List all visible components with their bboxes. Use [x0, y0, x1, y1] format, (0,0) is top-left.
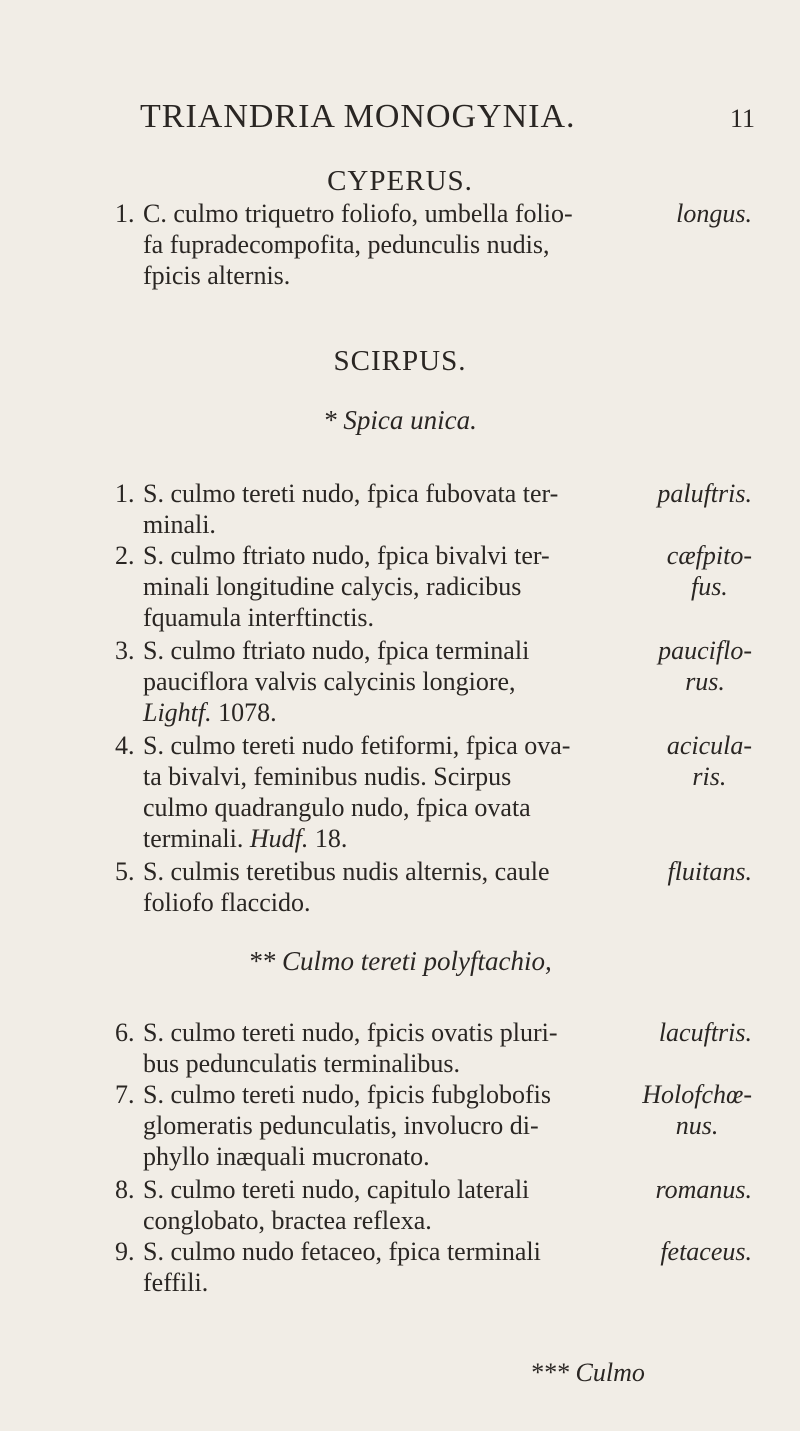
- epithet-line: acicula-: [666, 731, 752, 760]
- epithet-line: fus.: [690, 572, 728, 601]
- page-number: 11: [729, 104, 755, 133]
- species-epithet: [667, 540, 752, 602]
- catchword: *** Culmo: [530, 1358, 645, 1387]
- species-epithet: [667, 730, 752, 792]
- entry-diagnosis: [143, 730, 623, 854]
- running-head-title: TRIANDRIA MONOGYNIA.: [140, 98, 576, 135]
- genus-heading-scirpus: SCIRPUS.: [333, 345, 467, 377]
- diagnosis-line: conglobato, bractea reflexa.: [143, 1206, 432, 1235]
- entry-number: 4.: [115, 731, 135, 760]
- diagnosis-line: phyllo inæquali mucronato.: [143, 1142, 430, 1171]
- reference-page: 1078.: [218, 698, 277, 727]
- epithet-line: fluitans.: [667, 857, 752, 886]
- diagnosis-line: glomeratis pedunculatis, involucro di-: [143, 1111, 539, 1140]
- entry-number: 5.: [115, 857, 135, 886]
- diagnosis-line: C. culmo triquetro foliofo, umbella folio-: [143, 199, 573, 228]
- section-heading-spica-unica: * Spica unica.: [323, 405, 477, 435]
- epithet-line: Holofchœ-: [642, 1080, 752, 1109]
- entry-diagnosis: [143, 1079, 623, 1172]
- diagnosis-line: bus pedunculatis terminalibus.: [143, 1049, 461, 1078]
- diagnosis-line: minali longitudine calycis, radicibus: [143, 572, 522, 601]
- entry-number: 2.: [115, 541, 135, 570]
- diagnosis-line: fa fupradecompofita, pedunculis nudis,: [143, 230, 550, 259]
- diagnosis-reference: [143, 697, 623, 728]
- reference-author: Lightf.: [143, 698, 212, 727]
- epithet-line: paluftris.: [657, 479, 752, 508]
- entry-number: 1.: [115, 479, 135, 508]
- epithet-line: lacuftris.: [658, 1018, 752, 1047]
- reference-prefix: terminali.: [143, 824, 244, 853]
- epithet-line: cæfpito-: [666, 541, 752, 570]
- epithet-line: nus.: [675, 1111, 719, 1140]
- species-epithet: [642, 1079, 752, 1141]
- epithet-line: longus.: [676, 199, 752, 228]
- diagnosis-line: S. culmo nudo fetaceo, fpica terminali: [143, 1237, 541, 1266]
- diagnosis-line: S. culmo tereti nudo, capitulo laterali: [143, 1175, 530, 1204]
- species-epithet: [667, 856, 752, 887]
- diagnosis-reference: [143, 823, 623, 854]
- section-heading-culmo-tereti-polystachio: ** Culmo tereti polyftachio,: [248, 946, 552, 976]
- entry-diagnosis: [143, 1017, 623, 1079]
- epithet-line: romanus.: [655, 1175, 752, 1204]
- species-epithet: [657, 478, 752, 509]
- entry-diagnosis: [143, 540, 623, 633]
- diagnosis-line: S. culmo tereti nudo, fpica fubovata ter-: [143, 479, 559, 508]
- species-epithet: [660, 1236, 752, 1267]
- diagnosis-line: feffili.: [143, 1268, 209, 1297]
- entry-diagnosis: [143, 856, 623, 918]
- entry-number: 9.: [115, 1237, 135, 1266]
- diagnosis-line: pauciflora valvis calycinis longiore,: [143, 667, 516, 696]
- entry-diagnosis: [143, 198, 623, 291]
- entry-number: 1.: [115, 199, 135, 228]
- entry-number: 3.: [115, 636, 135, 665]
- entry-diagnosis: [143, 635, 623, 728]
- reference-author: Hudf.: [249, 824, 309, 853]
- epithet-line: ris.: [692, 762, 727, 791]
- reference-page: 18.: [314, 824, 348, 853]
- epithet-line: fetaceus.: [660, 1237, 752, 1266]
- genus-heading-cyperus: CYPERUS.: [327, 165, 473, 197]
- diagnosis-line: culmo quadrangulo nudo, fpica ovata: [143, 793, 531, 822]
- species-epithet: [658, 635, 752, 697]
- species-epithet: [676, 198, 752, 229]
- species-epithet: [655, 1174, 752, 1205]
- epithet-line: pauciflo-: [658, 636, 752, 665]
- entry-number: 7.: [115, 1080, 135, 1109]
- diagnosis-line: S. culmo ftriato nudo, fpica bivalvi ter-: [143, 541, 550, 570]
- diagnosis-line: S. culmo tereti nudo, fpicis fubglobofis: [143, 1080, 552, 1109]
- diagnosis-line: fpicis alternis.: [143, 261, 291, 290]
- diagnosis-line: S. culmis teretibus nudis alternis, caule: [143, 857, 550, 886]
- diagnosis-line: minali.: [143, 510, 216, 539]
- entry-diagnosis: [143, 1174, 623, 1236]
- species-epithet: [659, 1017, 752, 1048]
- entry-diagnosis: [143, 1236, 623, 1298]
- diagnosis-line: foliofo flaccido.: [143, 888, 311, 917]
- diagnosis-line: fquamula interftinctis.: [143, 603, 375, 632]
- entry-diagnosis: [143, 478, 623, 540]
- diagnosis-line: S. culmo ftriato nudo, fpica terminali: [143, 636, 530, 665]
- epithet-line: rus.: [685, 667, 725, 696]
- running-head: [140, 98, 755, 138]
- diagnosis-line: ta bivalvi, feminibus nudis. Scirpus: [143, 762, 512, 791]
- entry-number: 8.: [115, 1175, 135, 1204]
- diagnosis-line: S. culmo tereti nudo, fpicis ovatis pluri-: [143, 1018, 558, 1047]
- diagnosis-line: S. culmo tereti nudo fetiformi, fpica ova-: [143, 731, 571, 760]
- entry-number: 6.: [115, 1018, 135, 1047]
